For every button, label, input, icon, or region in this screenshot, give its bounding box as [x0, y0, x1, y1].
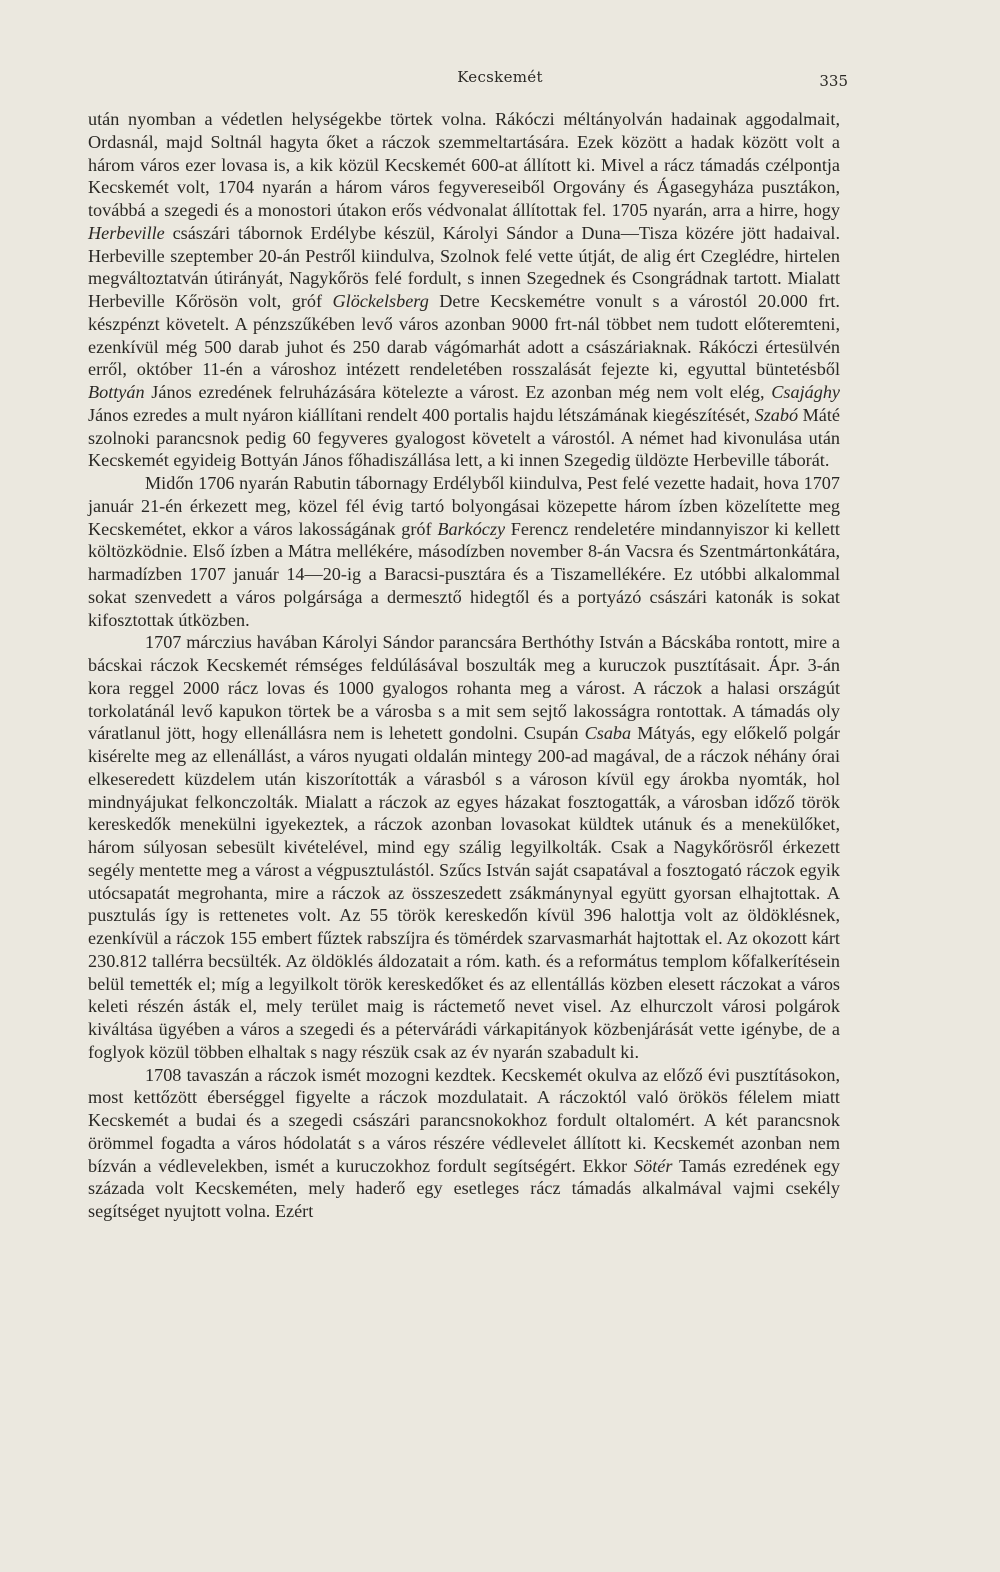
- text-run: János ezredének felruházására kötelezte a várost. Ez azonban még nem volt elég,: [144, 382, 772, 402]
- italic-name: Glöckelsberg: [332, 291, 429, 311]
- paragraph-3: [88, 631, 840, 1063]
- page-number: 335: [819, 72, 848, 90]
- running-head: Kecskemét: [457, 68, 543, 86]
- italic-name: Sötér: [634, 1155, 673, 1176]
- text-run: Midőn 1706 nyarán Rabutin tábornagy Erdélyből kiindulva, Pest felé vezette hadait, hova 1707 január 21-én érkezett meg, közel fél évig tartó bolyongásai közepette három ízben közelítette meg Kecskemétet, ekkor a város lakosságának gróf: [88, 473, 840, 539]
- paragraph-4: [88, 1064, 840, 1223]
- text-run: 1707 márczius havában Károlyi Sándor parancsára Berthóthy István a Bácskába rontott, mire a bácskai ráczok Kecskemét rémséges feldúlásával boszulták meg a kuruczok pusztításait. Ápr. 3-án kora reggel 2000 rácz lovas és 1000 gyalogos rohanta meg a várost. A ráczok a halasi országút torkolatánál levő kapukon törtek be a városba s a mit sem sejtő lakosságra rontottak. A támadás oly váratlanul jött, hogy ellenállásra nem is lehetett gondolni. Csupán: [88, 632, 840, 744]
- italic-name: Barkóczy: [437, 518, 506, 539]
- italic-name: Bottyán: [88, 382, 145, 402]
- italic-name: Szabó: [754, 404, 799, 425]
- italic-name: Csaba: [584, 723, 632, 744]
- text-run: Detre Kecskemétre vonult s a várostól 20.000 frt. készpénzt követelt. A pénzszűkében levő város azonban 9000 frt-nál többet nem tudott előteremteni, ezenkívül még 500 darab juhot és 250 darab vágómarhát adott a császáriaknak. Rákóczi értesülvén erről, október 11-én a városhoz intézett rendeletében rosszalását fejezte ki, egyuttal büntetésből: [88, 291, 840, 380]
- text-run: János ezredes a mult nyáron kiállítani rendelt 400 portalis hajdu létszámának kiegészítését,: [88, 404, 755, 425]
- text-run: Ferencz rendeletére mindannyiszor ki kellett költözködnie. Első ízben a Mátra mellékére, másodízben november 8-án Vacsra és Szentmártonkátára, harmadízben 1707 január 14—20-ig a Baracsi-pusztára és a Tiszamellékére. Ez utóbbi alkalommal sokat szenvedett a város polgársága a dermesztő hidegtől és a portyázó császári katonák is sokat kifosztottak útközben.: [88, 518, 840, 630]
- text-run: császári tábornok Erdélybe készül, Károlyi Sándor a Duna—Tisza közére jött hadaival. Herbeville szeptember 20-án Pestről kiindulva, Szolnok felé vette útját, de alig ért Czeglédre, hirtelen megváltoztatván útirányát, Nagykőrös felé fordult, s innen Szegednek és Csongrádnak tartott. Mialatt Herbeville Kőrösön volt, gróf: [88, 222, 840, 311]
- italic-name: Csajághy: [771, 382, 840, 402]
- paragraph-1: [88, 108, 840, 472]
- body-text: [88, 108, 840, 1223]
- page-header: [0, 68, 1000, 90]
- text-run: Tamás ezredének egy százada volt Kecskeméten, mely haderő egy esetleges rácz támadás alkalmával vajmi csekély segítséget nyujtott volna. Ezért: [88, 1155, 840, 1221]
- text-run: 1708 tavaszán a ráczok ismét mozogni kezdtek. Kecskemét okulva az előző évi pusztításokon, most kettőzött éberséggel figyelte a ráczok mozdulatait. A ráczoktól való örökös félelem miatt Kecskemét a budai és a szegedi császári parancsnokokhoz fordult oltalomért. A két parancsnok örömmel fogadta a város hódolatát s a város részére védlevelet állított ki. Kecskemét azonban nem bízván a védlevelekben, ismét a kuruczokhoz fordult segítségért. Ekkor: [88, 1064, 840, 1176]
- paragraph-2: [88, 472, 840, 631]
- italic-name: Herbeville: [88, 222, 165, 243]
- text-run: Máté szolnoki parancsnok pedig 60 fegyveres gyalogost követelt a várostól. A német had kivonulása után Kecskemét egyideig Bottyán János főhadiszállása lett, a ki innen Szegedig üldözte Herbeville táborát.: [88, 404, 840, 471]
- text-run: Mátyás, egy előkelő polgár kisérelte meg az ellenállást, a város nyugati oldalán mintegy 200-ad magával, de a ráczok néhány órai elkeseredett küzdelem után kiszorították a várasból s a városon kívül egy árokba nyomták, hol mindnyájukat felkonczolták. Mialatt a ráczok az egyes házakat fosztogatták, a városban időző török kereskedők menekülni igyekeztek, a ráczok azonban lovasokat küldtek utánuk és a menekülőket, három súlyosan sebesült kivételével, mind egy szálig legyilkolták. Csak a Nagykőrösről érkezett segély mentette meg a várost a végpusztulástól. Szűcs István saját csapatával a fosztogató ráczok egyik utócsapatát megrohanta, mire a ráczok az összeszedett zsákmánynyal együtt gyorsan elhajtottak. A pusztulás így is rettenetes volt. Az 55 török kereskedőn kívül 396 halottja volt az öldöklésnek, ezenkívül a ráczok 155 embert fűztek rabszíjra és tömérdek szarvasmarhát hajtottak el. Az okozott kárt 230.812 tallérra becsülték. Az öldöklés áldozatait a róm. kath. és a református templom kőfalkerítésein belül temették el; míg a legyilkolt török kereskedőket és az ellentállás közben elesett ráczokat a város keleti részén ásták el, mely terület maig is ráctemető nevet visel. Az elhurczolt városi polgárok kiváltása ügyében a város a szegedi és a pétervárádi várkapitányok közbenjárását vette igénybe, de a foglyok közül többen elhaltak s nagy részük csak az év nyarán szabadult ki.: [88, 723, 840, 1062]
- text-run: után nyomban a védetlen helységekbe törtek volna. Rákóczi méltányolván hadainak aggodalmait, Ordasnál, majd Soltnál hagyta őket a ráczok szemmeltartására. Ezek között a hadak között volt a három város ezer lovasa is, a kik közül Kecskemét 600-at állított ki. Mivel a rácz támadás czélpontja Kecskemét volt, 1704 nyarán a három város fegyvereseiből Orgovány és Ágasegyháza pusztákon, továbbá a szegedi és a monostori útakon erős védvonalat állítottak fel. 1705 nyarán, arra a hirre, hogy: [88, 109, 840, 220]
